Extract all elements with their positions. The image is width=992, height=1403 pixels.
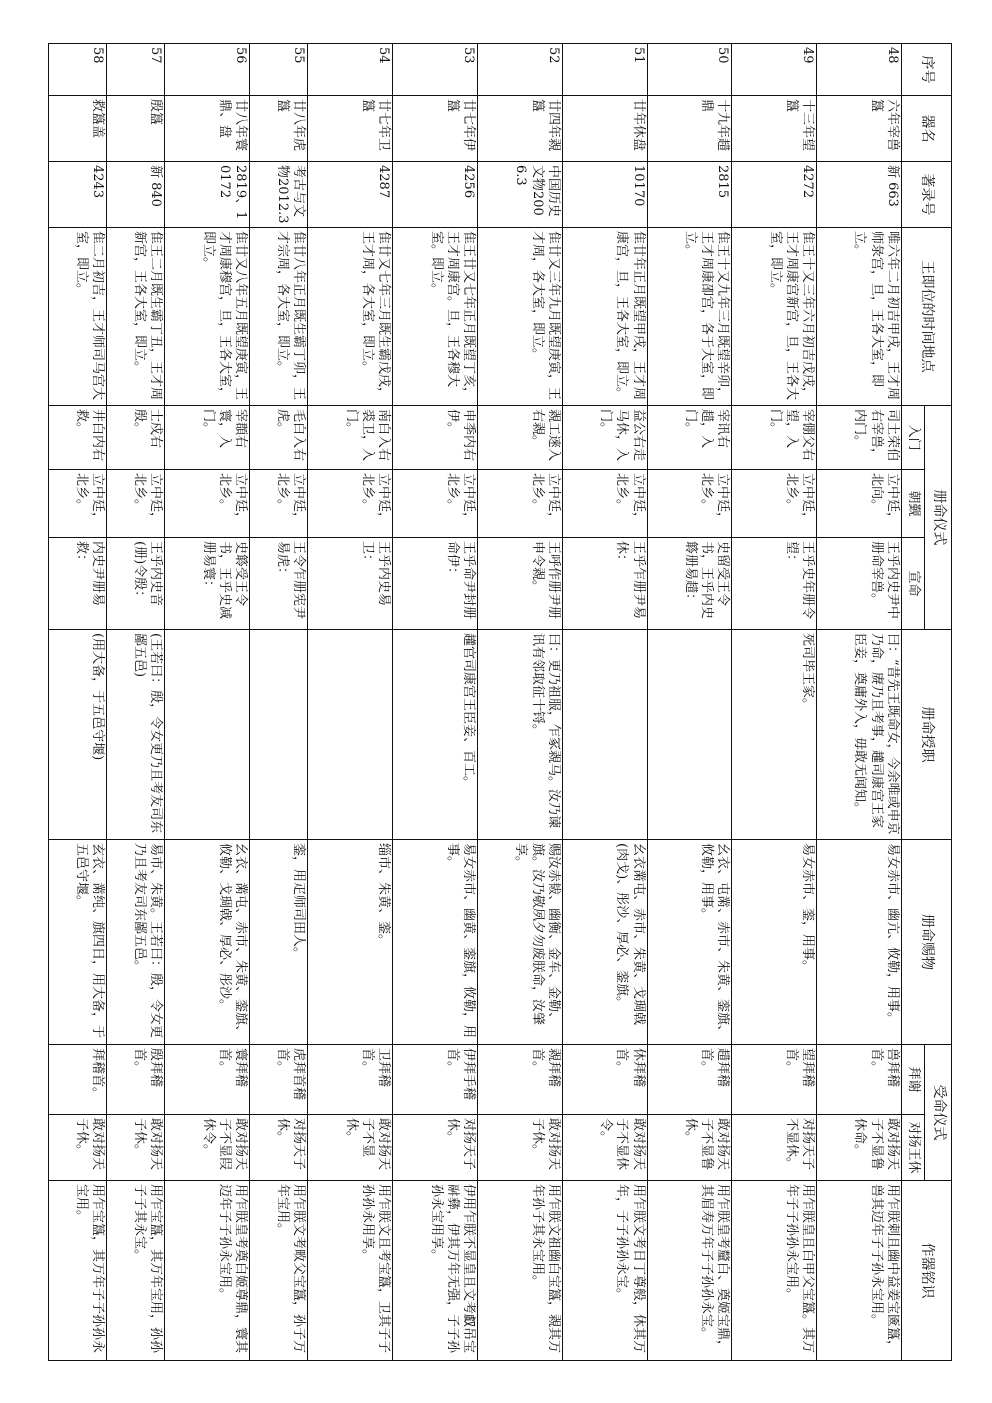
cell-court: 立中廷，北乡。: [393, 470, 478, 538]
cell-name: 廿八年寰鼎、盘: [165, 96, 250, 162]
cell-praise: 敢对扬天子不显叚休令。: [165, 1115, 250, 1181]
header-court: 朝觐: [902, 470, 925, 538]
cell-announce: 王乎内史易卫：: [308, 538, 393, 630]
cell-duty: 死司毕王家。: [732, 630, 817, 840]
cell-gift: 幺衣、屯黹、赤巿、朱黄、銮旗、攸勒，用事。: [647, 840, 732, 1045]
header-gift: 册命赐物: [902, 840, 952, 1045]
cell-duty: [165, 630, 250, 840]
cell-time: 隹王十又三年六月初吉戊戌，王才周康宫新宫，旦，王各大室，即立。: [732, 228, 817, 406]
table-row: [308, 44, 393, 1361]
cell-praise: 敢对扬天子休。: [478, 1115, 563, 1181]
header-enter: 入门: [902, 406, 925, 470]
cell-court: 立中廷，北乡。: [165, 470, 250, 538]
cell-num: 53: [393, 44, 478, 96]
cell-name: 廿八年虎簋: [250, 96, 308, 162]
header-time: 王即位的时间地点: [902, 228, 952, 406]
cell-reg: 中国历史文物2006.3: [478, 162, 563, 228]
cell-num: 52: [478, 44, 563, 96]
cell-bow: 拜稽首。: [49, 1045, 107, 1115]
cell-announce: 内史尹册易救：: [49, 538, 107, 630]
cell-enter: 宰讯右趞，入门。: [647, 406, 732, 470]
cell-duty: [308, 630, 393, 840]
cell-duty: (用大备，于五邑守堰): [49, 630, 107, 840]
cell-inscr: 伊用乍朕不显皇且文考𠭯吊宝𩰫彝，伊其万年无强，子子孙孙永宝用享。: [393, 1181, 478, 1361]
cell-time: 隹廿八年正月既生霸丁卯，王才宗周，各大室，即立。: [250, 228, 308, 406]
cell-duty: [562, 630, 647, 840]
cell-inscr: 用乍朕皇考奠白姬尊鼎，寰其迈年子子孙永宝用。: [165, 1181, 250, 1361]
cell-court: 立中廷，北乡。: [478, 470, 563, 538]
cell-reg: 新 840: [107, 162, 165, 228]
cell-reg: 4287: [308, 162, 393, 228]
cell-announce: 王乎内史尹中册命宰兽。: [817, 538, 902, 630]
cell-enter: 士戍右殷。: [107, 406, 165, 470]
table-row: [647, 44, 732, 1361]
header-praise: 对扬王休: [902, 1115, 925, 1181]
cell-bow: 伊拜手稽首。: [393, 1045, 478, 1115]
cell-num: 55: [250, 44, 308, 96]
cell-court: 立中廷，北乡。: [732, 470, 817, 538]
cell-bow: 休拜稽首。: [562, 1045, 647, 1115]
cell-duty: 曰：“昔先王既命女，今余唯或申京乃命，赓乃且考事，䟒司康宫王家臣妾，奠庸外入，毋敢无闻知。: [817, 630, 902, 840]
cell-name: 廿七年伊簋: [393, 96, 478, 162]
cell-name: 廿四年䚄簋: [478, 96, 563, 162]
cell-gift: 缁巿、朱黄、銮。: [308, 840, 393, 1045]
cell-announce: 史䉁受王令书，王乎史减册易寰：: [165, 538, 250, 630]
cell-announce: 王呼作册尹册申令䚄。: [478, 538, 563, 630]
cell-name: 廿年休盘: [562, 96, 647, 162]
cell-enter: 司土荣伯右宰兽，内门。: [817, 406, 902, 470]
cell-time: 隹廿年正月既望甲戌，王才周康宫，旦，王各大室，即立。: [562, 228, 647, 406]
cell-inscr: 用乍朕皇考釐白、奠姬宝鼎，其眉寿万年子子孙孙永宝。: [647, 1181, 732, 1361]
cell-praise: 敢对扬天子不显休令。: [562, 1115, 647, 1181]
cell-announce: 王令乍册宪尹易虎：: [250, 538, 308, 630]
cell-duty: (王若曰：殷，令女更乃且考友司东鄙五邑): [107, 630, 165, 840]
cell-announce: 王乎命尹封册命伊：: [393, 538, 478, 630]
cell-duty: 曰：更乃祖服，乍冢䚄马。汝乃谏讯有邻取征十锊。: [478, 630, 563, 840]
cell-bow: 望拜稽首。: [732, 1045, 817, 1115]
cell-bow: 卫拜稽首。: [308, 1045, 393, 1115]
rotated-table-container: [48, 43, 952, 1360]
cell-gift: 易市、朱黄。王若曰：殷，令女更乃且考友司东鄙五邑。: [107, 840, 165, 1045]
inscription-table: [48, 43, 952, 1361]
cell-gift: 赐汝赤韨、幽衡、金车、金勒、旗。汝乃敬夙夕勿废朕命，汝肇享。: [478, 840, 563, 1045]
cell-duty: [647, 630, 732, 840]
cell-announce: 史留受王令书，王乎内史䉁册易趞：: [647, 538, 732, 630]
cell-gift: 幺衣、黹屯、赤巿、朱黄、銮旗、攸勒、戈琱㦸、厚必、彤沙。: [165, 840, 250, 1045]
table-row: [393, 44, 478, 1361]
table-row: [817, 44, 902, 1361]
cell-bow: 寰拜稽首。: [165, 1045, 250, 1115]
cell-num: 56: [165, 44, 250, 96]
table-body: [49, 44, 902, 1361]
cell-time: 隹王二月既生霸丁丑，王才周新宫，王各大室，即立。: [107, 228, 165, 406]
cell-praise: 敢对扬天子休。: [107, 1115, 165, 1181]
cell-name: 十九年趞鼎: [647, 96, 732, 162]
cell-num: 49: [732, 44, 817, 96]
cell-num: 51: [562, 44, 647, 96]
header-num: 序号: [902, 44, 952, 96]
cell-enter: 䚄工逨入右䚄。: [478, 406, 563, 470]
cell-inscr: 用乍朕文考畋父宝簋，孙子万年宝用。: [250, 1181, 308, 1361]
header-row-1: [925, 44, 952, 1361]
cell-gift: 易女赤巿、幽黄、銮旗，攸勒，用事。: [393, 840, 478, 1045]
cell-inscr: 用乍宝簋，其万年宝用，孙孙子子其永宝。: [107, 1181, 165, 1361]
cell-praise: 对扬天子不显休。: [732, 1115, 817, 1181]
cell-gift: 玄衣、黹纯、旗四日，用大备，于五邑守堰。: [49, 840, 107, 1045]
cell-court: 立中廷，北乡。: [49, 470, 107, 538]
cell-reg: 2815: [647, 162, 732, 228]
cell-court: 立中廷，北向。: [817, 470, 902, 538]
cell-enter: 益公右走马休，入门。: [562, 406, 647, 470]
cell-court: 立中廷，北乡。: [562, 470, 647, 538]
cell-time: 唯六年二月初吉甲戌，王才周师彔宫，旦，王各大室，即立。: [817, 228, 902, 406]
header-receive: 受命仪式: [925, 1045, 952, 1181]
table-row: [250, 44, 308, 1361]
cell-reg: 4272: [732, 162, 817, 228]
header-inscr: 作器铭识: [902, 1181, 952, 1361]
cell-praise: 对扬天子休。: [250, 1115, 308, 1181]
cell-enter: 毛白入右虎。: [250, 406, 308, 470]
cell-court: 立中廷，北乡。: [308, 470, 393, 538]
cell-inscr: 用乍朕剌且幽中益姜宝匳簋，兽其迈年子子孙永宝用。: [817, 1181, 902, 1361]
header-announce: 宣命: [902, 538, 925, 630]
cell-announce: 王乎内史音(册)令殷：: [107, 538, 165, 630]
cell-inscr: 用乍朕文祖幽白宝簋，䚄其万年孙子其永宝用。: [478, 1181, 563, 1361]
cell-name: 救簋盖: [49, 96, 107, 162]
cell-gift: 幺衣黹屯、赤巿、朱黄、戈琱㦸(肉戈)、彤沙、厚必、銮旗。: [562, 840, 647, 1045]
cell-court: 立中廷，北乡。: [107, 470, 165, 538]
cell-announce: 王乎史年册令望：: [732, 538, 817, 630]
cell-time: 隹廿又八年五月既望庚寅，王才周康穆宫，旦，王各大室，即立。: [165, 228, 250, 406]
cell-reg: 2819、10172: [165, 162, 250, 228]
cell-time: 隹二月初吉，王才师司马宫大室，即立。: [49, 228, 107, 406]
cell-gift: 易女赤巿、幽亢、攸勒，用事。: [817, 840, 902, 1045]
cell-num: 50: [647, 44, 732, 96]
cell-reg: 4256: [393, 162, 478, 228]
cell-reg: 4243: [49, 162, 107, 228]
cell-bow: 䚄拜稽首。: [478, 1045, 563, 1115]
table-row: [478, 44, 563, 1361]
cell-num: 48: [817, 44, 902, 96]
cell-time: 隹廿又三年九月既望庚寅，王才周，各大室，即立。: [478, 228, 563, 406]
cell-inscr: 用乍宝簋，其万年子子孙孙永宝用。: [49, 1181, 107, 1361]
cell-name: 廿七年卫簋: [308, 96, 393, 162]
cell-reg: 考古与文物2012.3: [250, 162, 308, 228]
table-row: [49, 44, 107, 1361]
cell-num: 58: [49, 44, 107, 96]
cell-bow: 殷拜稽首。: [107, 1045, 165, 1115]
cell-enter: 宰頵右寰，入门。: [165, 406, 250, 470]
cell-time: 隹廿又七年三月既生霸戊戌，王才周，各大室，即立。: [308, 228, 393, 406]
cell-reg: 新 663: [817, 162, 902, 228]
header-bow: 拜谢: [902, 1045, 925, 1115]
cell-praise: 敢对扬天子不显休。: [308, 1115, 393, 1181]
cell-inscr: 用乍朕皇且白甲父宝簋。其万年子子孙孙永宝用。: [732, 1181, 817, 1361]
cell-bow: 趞拜稽首。: [647, 1045, 732, 1115]
cell-enter: 南白入右裘卫，入门。: [308, 406, 393, 470]
cell-reg: 10170: [562, 162, 647, 228]
cell-name: 六年宰兽簋: [817, 96, 902, 162]
cell-praise: 敢对扬天子休。: [49, 1115, 107, 1181]
cell-praise: 敢对扬天子不显鲁休命。: [817, 1115, 902, 1181]
cell-inscr: 用乍朕文且考宝簋，卫其子子孙孙永用享。: [308, 1181, 393, 1361]
cell-time: 隹王廿又七年正月既望丁亥，王才周康宫。旦，王各穆大室。即立。: [393, 228, 478, 406]
cell-enter: 宰倗父右望，入门。: [732, 406, 817, 470]
cell-inscr: 用乍朕文考日丁尊般，休其万年，子子孙孙永宝。: [562, 1181, 647, 1361]
cell-duty: [250, 630, 308, 840]
cell-gift: 易女赤巿、銮，用事。: [732, 840, 817, 1045]
cell-enter: 井白内右救。: [49, 406, 107, 470]
cell-gift: 銮，用疋师司田人。: [250, 840, 308, 1045]
header-ceremony: 册命仪式: [925, 406, 952, 630]
cell-praise: 对扬天子休。: [393, 1115, 478, 1181]
table-row: [562, 44, 647, 1361]
cell-num: 54: [308, 44, 393, 96]
header-duty: 册命授职: [902, 630, 952, 840]
cell-name: 殷簋: [107, 96, 165, 162]
cell-time: 隹王十又九年三月既望辛卯，王才周康卲宫，各于大室，即立。: [647, 228, 732, 406]
header-reg: 著录号: [902, 162, 952, 228]
cell-praise: 敢对扬天子不显鲁休。: [647, 1115, 732, 1181]
table-row: [107, 44, 165, 1361]
cell-num: 57: [107, 44, 165, 96]
table-row: [165, 44, 250, 1361]
cell-announce: 王乎乍册尹易休：: [562, 538, 647, 630]
table-row: [732, 44, 817, 1361]
cell-name: 十三年望簋: [732, 96, 817, 162]
cell-bow: 兽拜稽首。: [817, 1045, 902, 1115]
cell-enter: 申季内右伊。: [393, 406, 478, 470]
cell-court: 立中廷，北乡。: [647, 470, 732, 538]
cell-bow: 虎拜首稽首。: [250, 1045, 308, 1115]
header-name: 器名: [902, 96, 952, 162]
cell-duty: 䟒官司康宫王臣妾、百工。: [393, 630, 478, 840]
cell-court: 立中廷，北乡。: [250, 470, 308, 538]
